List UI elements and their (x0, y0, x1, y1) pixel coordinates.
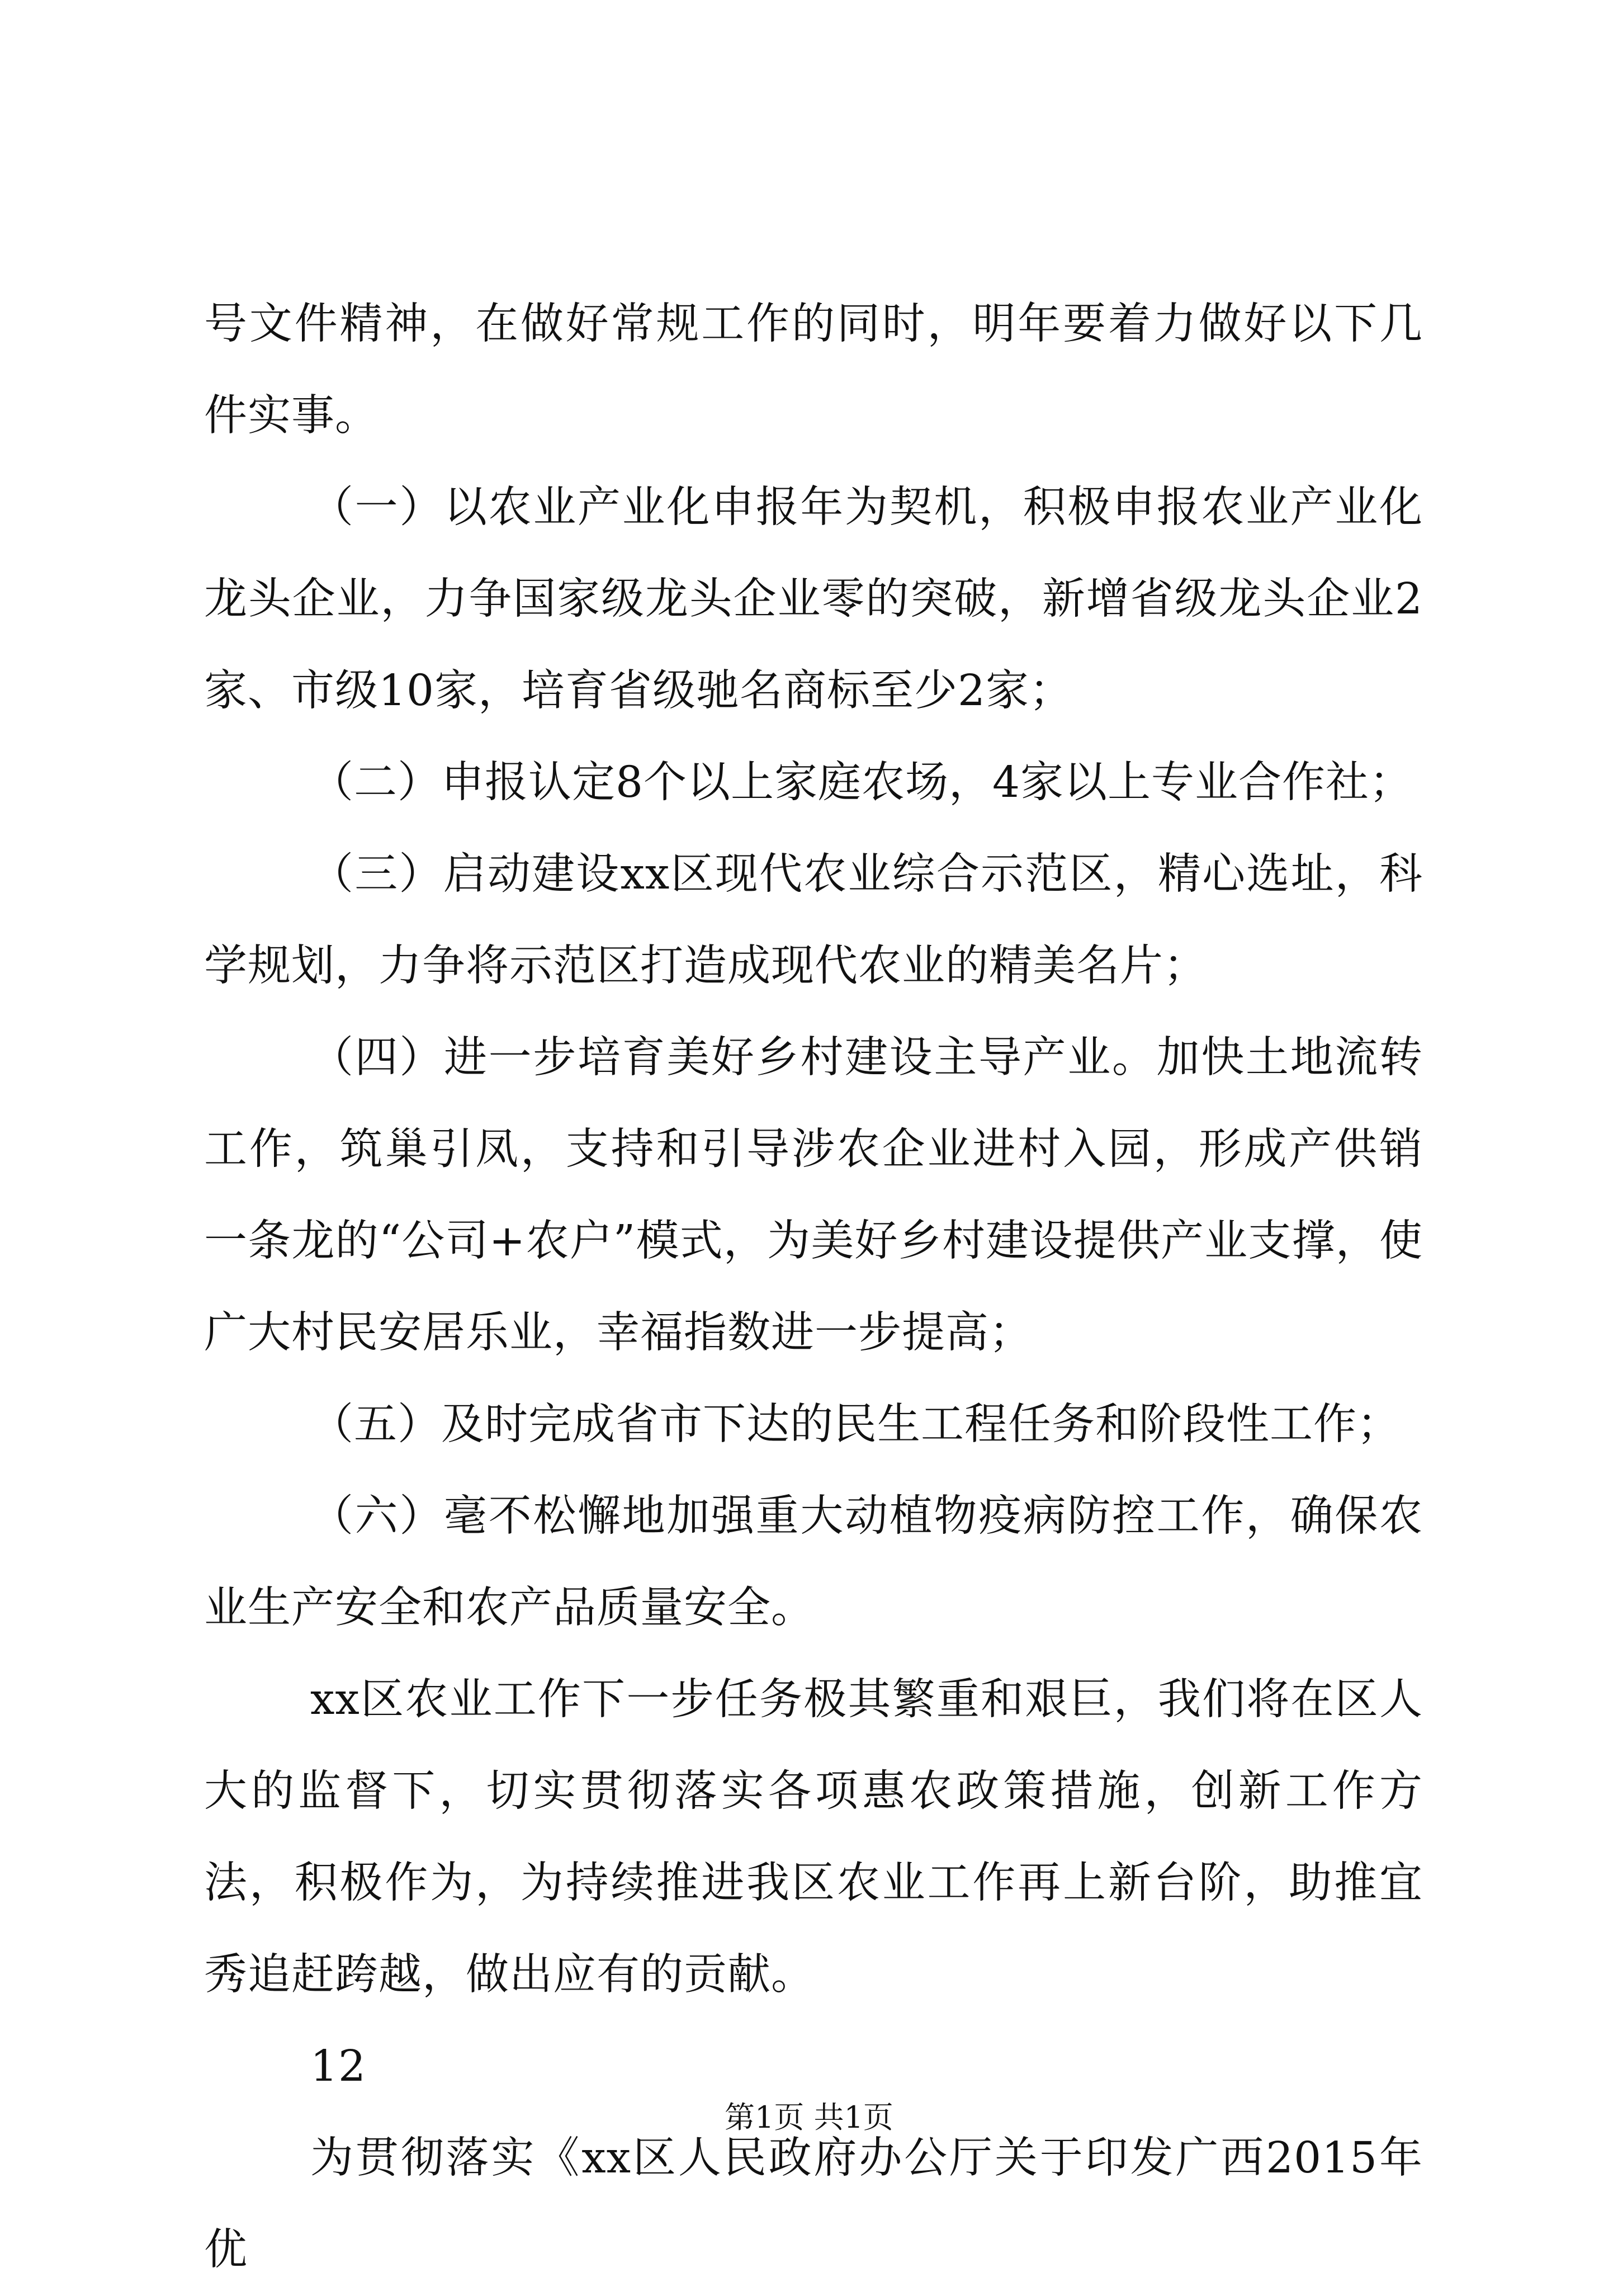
paragraph-next-section: 为贯彻落实《xx区人民政府办公厅关于印发广西2015年优 (204, 2133, 1423, 2275)
document-body (204, 278, 1423, 2296)
paragraph-item-1: （一）以农业产业化申报年为契机，积极申报农业产业化龙头企业，力争国家级龙头企业零的突破，新增省级龙头企业2家、市级10家，培育省级驰名商标至少2家； (204, 483, 1423, 716)
paragraph-continuation: 号文件精神，在做好常规工作的同时，明年要着力做好以下几件实事。 (204, 299, 1423, 441)
paragraph-item-2: （二）申报认定8个以上家庭农场，4家以上专业合作社； (310, 758, 1413, 807)
paragraph-item-5: （五）及时完成省市下达的民生工程任务和阶段性工作； (310, 1400, 1401, 1449)
paragraph-conclusion: xx区农业工作下一步任务极其繁重和艰巨，我们将在区人大的监督下，切实贯彻落实各项惠农政策措施，创新工作方法，积极作为，为持续推进我区农业工作再上新台阶，助推宜秀追赶跨越，做出应有的贡献。 (204, 1675, 1423, 2000)
paragraph-number: 12 (310, 2042, 366, 2091)
page-footer: 第1页 共1页 (725, 2100, 893, 2135)
paragraph-item-6: （六）毫不松懈地加强重大动植物疫病防控工作，确保农业生产安全和农产品质量安全。 (204, 1491, 1423, 1633)
paragraph-item-3: （三）启动建设xx区现代农业综合示范区，精心选址，科学规划，力争将示范区打造成现代农业的精美名片； (204, 849, 1423, 991)
paragraph-item-4: （四）进一步培育美好乡村建设主导产业。加快土地流转工作，筑巢引凤，支持和引导涉农企业进村入园，形成产供销一条龙的“公司+农户”模式，为美好乡村建设提供产业支撑，使广大村民安居乐业，幸福指数进一步提高； (204, 1033, 1423, 1358)
